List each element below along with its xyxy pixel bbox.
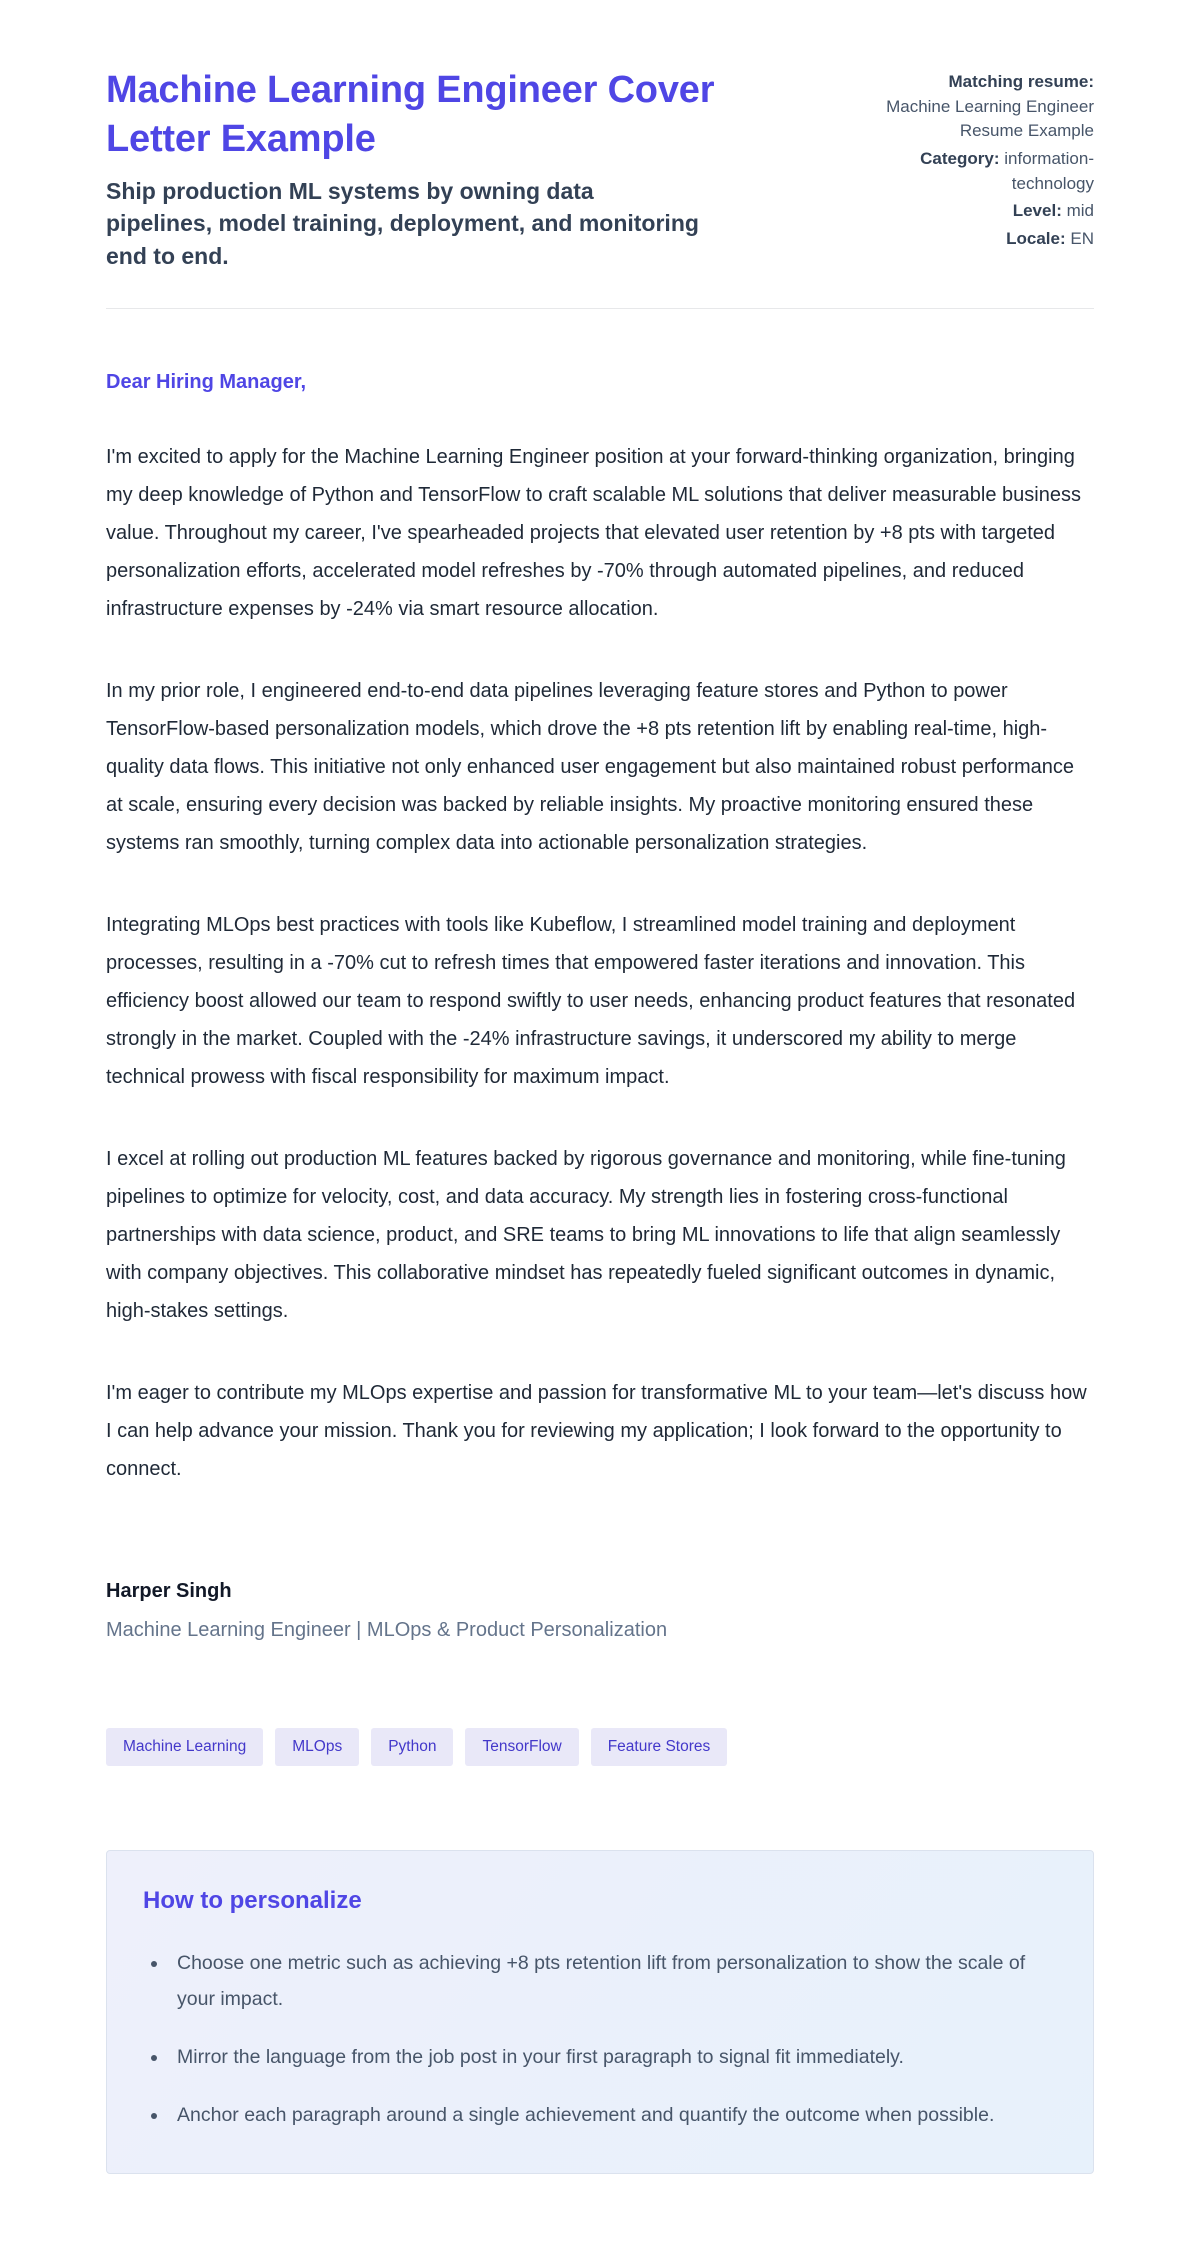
page-subtitle: Ship production ML systems by owning data pipelines, model training, deployment, and monitoring end to end. <box>106 178 699 269</box>
tag-feature-stores[interactable]: Feature Stores <box>591 1728 728 1766</box>
meta-category-value: information-technology <box>1004 148 1094 193</box>
signature-block <box>106 1580 1094 1642</box>
meta-locale-value: EN <box>1070 228 1094 248</box>
tag-mlops[interactable]: MLOps <box>275 1728 359 1766</box>
meta-level-value: mid <box>1066 201 1094 221</box>
meta-matching-resume <box>842 70 1094 144</box>
letter-paragraph-4: I excel at rolling out production ML features backed by rigorous governance and monitoring, while fine-tuning pipelines to optimize for velocity, cost, and data accuracy. My strength lies in fostering cross-functional partnerships with data science, product, and SRE teams to bring ML innovations to life that align seamlessly with company objectives. This collaborative mindset has repeatedly fueled significant outcomes in dynamic, high-stakes settings. <box>106 1147 1066 1322</box>
letter-paragraph-3: Integrating MLOps best practices with tools like Kubeflow, I streamlined model training and deployment processes, resulting in a -70% cut to refresh times that empowered faster iterations and innovation. This efficiency boost allowed our team to respond swiftly to user needs, enhancing product features that resonated strongly in the market. Coupled with the -24% infrastructure savings, it underscored my ability to merge technical prowess with fiscal responsibility for maximum impact. <box>106 913 1076 1088</box>
matching-resume-link[interactable]: Machine Learning Engineer Resume Example <box>886 96 1094 141</box>
cover-letter <box>106 371 1094 1642</box>
letter-paragraph-2: In my prior role, I engineered end-to-end data pipelines leveraging feature stores and Python to power TensorFlow-based personalization models, which drove the +8 pts retention lift by enabling real-time, high-quality data flows. This initiative not only enhanced user engagement but also maintained robust performance at scale, ensuring every decision was backed by reliable insights. My proactive monitoring ensured these systems ran smoothly, turning complex data into actionable personalization strategies. <box>106 679 1074 854</box>
meta-locale-label: Locale: <box>1006 228 1066 248</box>
callout-item-2: • Mirror the language from the job post in your first paragraph to signal fit immediately. <box>169 2039 1057 2075</box>
tag-tensorflow[interactable]: TensorFlow <box>465 1728 578 1766</box>
tag-machine-learning[interactable]: Machine Learning <box>106 1728 263 1766</box>
header-title-block <box>106 66 726 272</box>
callout-item-1: • Choose one metric such as achieving +8 pts retention lift from personalization to show the scale of your impact. <box>169 1945 1057 2017</box>
callout-title: How to personalize <box>143 1886 362 1914</box>
letter-paragraph-5: I'm eager to contribute my MLOps expertise and passion for transformative ML to your team—let's discuss how I can help advance your mission. Thank you for reviewing my application; I look forward to the opportunity to connect. <box>106 1381 1087 1480</box>
meta-matching-resume-label: Matching resume: <box>948 72 1094 91</box>
letter-greeting: Dear Hiring Manager, <box>106 370 307 393</box>
callout-list <box>143 1945 1057 2133</box>
meta-category-label: Category: <box>920 148 1000 168</box>
meta-level <box>842 199 1094 224</box>
meta-level-label: Level: <box>1012 201 1062 221</box>
header <box>106 66 1094 272</box>
meta-panel <box>842 66 1094 254</box>
header-divider <box>106 308 1094 309</box>
letter-paragraph-1: I'm excited to apply for the Machine Learning Engineer position at your forward-thinking organization, bringing my deep knowledge of Python and TensorFlow to craft scalable ML solutions that deliver measurable business value. Throughout my career, I've spearheaded projects that elevated user retention by +8 pts with targeted personalization efforts, accelerated model refreshes by -70% through automated pipelines, and reduced infrastructure expenses by -24% via smart resource allocation. <box>106 445 1081 620</box>
callout-item-3: • Anchor each paragraph around a single achievement and quantify the outcome when possible. <box>169 2097 1057 2133</box>
how-to-personalize-box <box>106 1850 1094 2174</box>
tag-list <box>106 1728 1094 1766</box>
meta-category <box>842 147 1094 196</box>
tag-python[interactable]: Python <box>371 1728 453 1766</box>
meta-locale <box>842 227 1094 252</box>
page-title: Machine Learning Engineer Cover Letter Example <box>106 69 715 160</box>
signature-role: Machine Learning Engineer | MLOps & Product Personalization <box>106 1618 668 1641</box>
signature-name: Harper Singh <box>106 1579 232 1602</box>
